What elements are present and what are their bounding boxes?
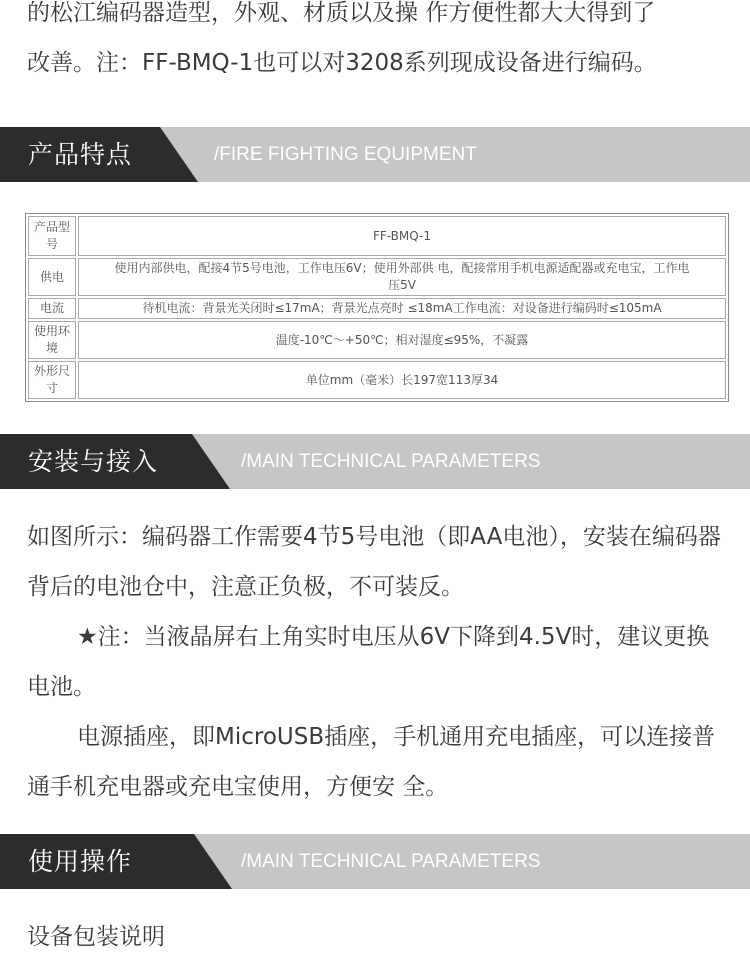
install-paragraph-1: 如图所示：编码器工作需要4节5号电池（即AA电池），安装在编码器背后的电池仓中，注意正负极，不可装反。 bbox=[27, 524, 721, 600]
install-paragraph-2: ★注：当液晶屏右上角实时电压从6V下降到4.5V时，建议更换电池。 bbox=[27, 624, 710, 700]
section-subtitle: /MAIN TECHNICAL PARAMETERS bbox=[241, 851, 541, 872]
spec-key: 产品型号 bbox=[28, 216, 76, 256]
section-title: 安装与接入 bbox=[28, 447, 159, 476]
section-title: 产品特点 bbox=[28, 140, 133, 169]
usage-paragraph: 设备包装说明 bbox=[27, 924, 165, 950]
spec-key: 电流 bbox=[28, 298, 76, 319]
spec-key: 使用环境 bbox=[28, 321, 76, 359]
spec-table bbox=[25, 213, 729, 402]
spec-value: 温度-10℃～+50℃；相对湿度≤95%，不凝露 bbox=[78, 321, 726, 359]
spec-key: 供电 bbox=[28, 258, 76, 296]
install-paragraph-3: 电源插座，即MicroUSB插座，手机通用充电插座，可以连接普通手机充电器或充电宝使用，方便安 全。 bbox=[27, 724, 716, 800]
spec-value: 单位mm（毫米）长197宽113厚34 bbox=[78, 361, 726, 399]
section-banner-features bbox=[0, 127, 750, 182]
spec-key: 外形尺寸 bbox=[28, 361, 76, 399]
section-subtitle: /MAIN TECHNICAL PARAMETERS bbox=[241, 451, 541, 472]
section-title: 使用操作 bbox=[28, 847, 133, 876]
section-banner-usage bbox=[0, 834, 750, 889]
table-row bbox=[28, 216, 726, 256]
section-banner-install bbox=[0, 434, 750, 489]
spec-value: 待机电流：背景光关闭时≤17mA；背景光点亮时 ≤18mA工作电流：对设备进行编码时≤105mA bbox=[78, 298, 726, 319]
spec-value: 使用内部供电，配接4节5号电池，工作电压6V；使用外部供 电，配接常用手机电源适配器或充电宝，工作电压5V bbox=[78, 258, 726, 296]
intro-line-1: 的松江编码器造型，外观、材质以及操 作方便性都大大得到了 bbox=[27, 0, 656, 26]
table-row bbox=[28, 361, 726, 399]
intro-line-2: 改善。注：FF-BMQ-1也可以对3208系列现成设备进行编码。 bbox=[27, 50, 657, 76]
table-row bbox=[28, 258, 726, 296]
spec-value: FF-BMQ-1 bbox=[78, 216, 726, 256]
table-row bbox=[28, 298, 726, 319]
section-subtitle: /FIRE FIGHTING EQUIPMENT bbox=[214, 144, 477, 165]
table-row bbox=[28, 321, 726, 359]
